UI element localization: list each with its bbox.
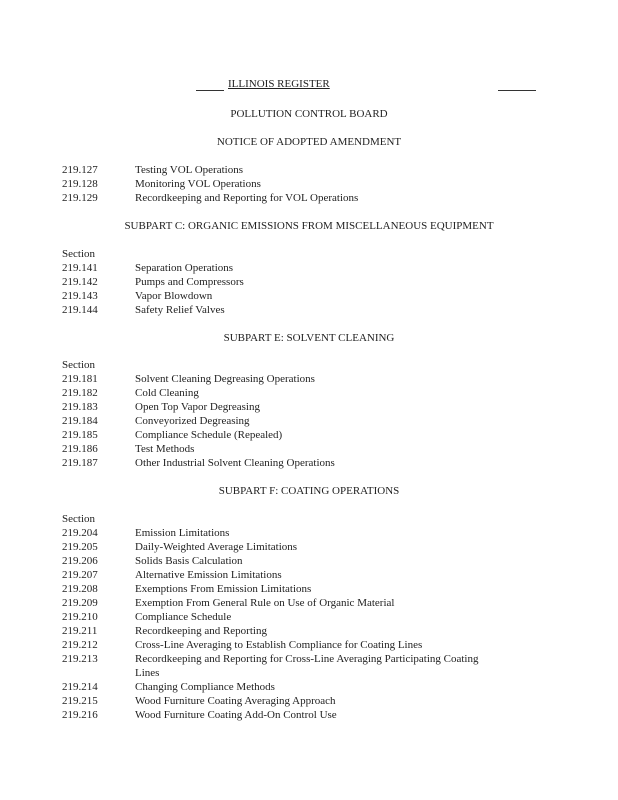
section-number: 219.185 — [62, 429, 98, 441]
section-number: 219.207 — [62, 569, 98, 581]
section-label-text: Section — [62, 359, 95, 371]
section-title: Test Methods — [135, 443, 195, 455]
section-title: Exemptions From Emission Limitations — [135, 583, 312, 595]
section-number: 219.183 — [62, 401, 98, 413]
section-number: 219.208 — [62, 583, 98, 595]
section-number: 219.216 — [62, 709, 98, 721]
section-number: 219.184 — [62, 415, 98, 427]
section-title: Recordkeeping and Reporting for VOL Operations — [135, 192, 359, 204]
section-title: Monitoring VOL Operations — [135, 178, 261, 190]
section-number: 219.213 — [62, 653, 98, 665]
section-title: Cross-Line Averaging to Establish Compliance for Coating Lines — [135, 639, 423, 651]
section-title: Testing VOL Operations — [135, 164, 243, 176]
section-number: 219.210 — [62, 611, 98, 623]
board-title: POLLUTION CONTROL BOARD — [230, 108, 388, 120]
subpart-f-heading: SUBPART F: COATING OPERATIONS — [218, 485, 400, 497]
section-number: 219.211 — [62, 625, 98, 637]
section-title: Cold Cleaning — [135, 387, 199, 399]
section-title: Recordkeeping and Reporting — [135, 625, 267, 637]
section-number: 219.141 — [62, 262, 98, 274]
section-title: Daily-Weighted Average Limitations — [135, 541, 298, 553]
section-number: 219.209 — [62, 597, 98, 609]
section-number: 219.182 — [62, 387, 98, 399]
section-number: 219.212 — [62, 639, 98, 651]
section-title: Solids Basis Calculation — [135, 555, 243, 567]
section-title: Pumps and Compressors — [135, 276, 244, 288]
section-title: Separation Operations — [135, 262, 234, 274]
section-number: 219.215 — [62, 695, 98, 707]
section-number: 219.204 — [62, 527, 98, 539]
subpart-e-heading: SUBPART E: SOLVENT CLEANING — [223, 332, 395, 344]
section-number: 219.187 — [62, 457, 98, 469]
section-title: Wood Furniture Coating Add-On Control Use — [135, 709, 337, 721]
section-number: 219.144 — [62, 304, 98, 316]
section-number: 219.205 — [62, 541, 98, 553]
section-number: 219.143 — [62, 290, 98, 302]
header-right-rule — [498, 90, 536, 91]
section-label-text: Section — [62, 513, 95, 525]
section-number: 219.142 — [62, 276, 98, 288]
section-number: 219.129 — [62, 192, 98, 204]
section-label-text: Section — [62, 248, 95, 260]
section-number: 219.181 — [62, 373, 98, 385]
section-title: Emission Limitations — [135, 527, 230, 539]
section-title: Compliance Schedule — [135, 611, 232, 623]
register-title: ILLINOIS REGISTER — [228, 78, 330, 90]
section-title: Open Top Vapor Degreasing — [135, 401, 260, 413]
section-number: 219.214 — [62, 681, 98, 693]
section-title-continued: Lines — [135, 667, 160, 679]
section-title: Wood Furniture Coating Averaging Approach — [135, 695, 336, 707]
section-number: 219.186 — [62, 443, 98, 455]
section-title: Safety Relief Valves — [135, 304, 225, 316]
section-title: Compliance Schedule (Repealed) — [135, 429, 283, 441]
section-title: Vapor Blowdown — [135, 290, 213, 302]
section-title: Alternative Emission Limitations — [135, 569, 282, 581]
section-number: 219.128 — [62, 178, 98, 190]
section-number: 219.127 — [62, 164, 98, 176]
section-title: Changing Compliance Methods — [135, 681, 275, 693]
section-title: Conveyorized Degreasing — [135, 415, 250, 427]
subpart-c-heading: SUBPART C: ORGANIC EMISSIONS FROM MISCELLANEOUS EQUIPMENT — [124, 220, 494, 232]
section-title: Exemption From General Rule on Use of Organic Material — [135, 597, 395, 609]
section-title: Solvent Cleaning Degreasing Operations — [135, 373, 315, 385]
header-left-rule — [196, 90, 224, 91]
notice-title: NOTICE OF ADOPTED AMENDMENT — [216, 136, 402, 148]
section-title: Recordkeeping and Reporting for Cross-Line Averaging Participating Coating — [135, 653, 479, 665]
section-number: 219.206 — [62, 555, 98, 567]
section-title: Other Industrial Solvent Cleaning Operations — [135, 457, 335, 469]
